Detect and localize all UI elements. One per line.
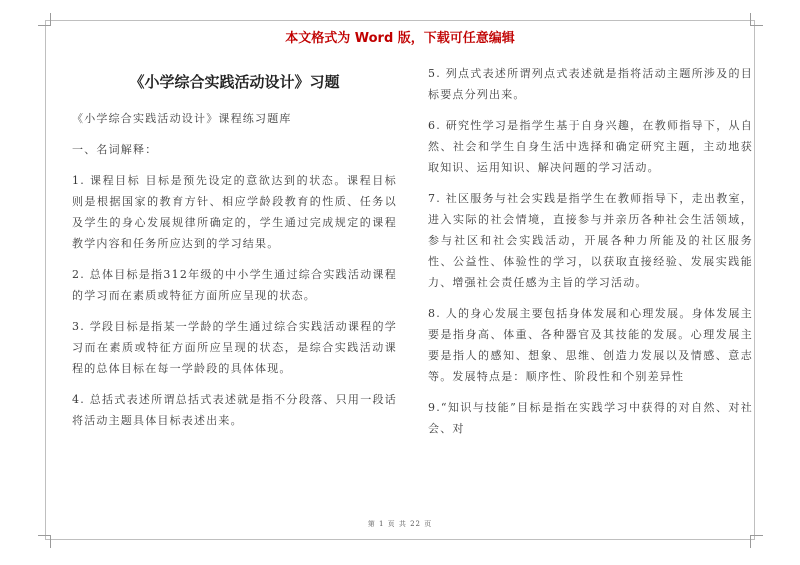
paragraph-9: 9.“知识与技能”目标是指在实践学习中获得的对自然、对社会、对 [428, 401, 753, 435]
crop-mark-bottom-right [750, 535, 763, 548]
paragraph-1: 1. 课程目标 目标是预先设定的意欲达到的状态。课程目标则是根据国家的教育方针、相应学龄段教育的性质、任务以及学生的身心发展规律所确定的，学生通过完成规定的课程教学内容和任务所应达到的学习结果。 [72, 174, 397, 250]
paragraph-4: 4. 总括式表述所谓总括式表述就是指不分段落、只用一段话将活动主题具体目标表述出来。 [72, 393, 397, 427]
paragraph-6: 6. 研究性学习是指学生基于自身兴趣，在教师指导下，从自然、社会和学生自身生活中选择和确定研究主题，主动地获取知识、运用知识、解决问题的学习活动。 [428, 119, 753, 174]
crop-mark-bottom-left [38, 535, 51, 548]
paragraph-8: 8. 人的身心发展主要包括身体发展和心理发展。身体发展主要是指身高、体重、各种器官及其技能的发展。心理发展主要是指人的感知、想象、思维、创造力发展以及情感、意志等。发展特点是：顺序性、阶段性和个别差异性 [428, 307, 753, 383]
edit-banner: 本文格式为 Word 版，下载可任意编辑 [285, 31, 515, 46]
paragraph-5: 5. 列点式表述所谓列点式表述就是指将活动主题所涉及的目标要点分列出来。 [428, 67, 753, 101]
paragraph-3: 3. 学段目标是指某一学龄的学生通过综合实践活动课程的学习而在素质或特征方面所应呈现的状态，是综合实践活动课程的总体目标在每一学龄段的具体体现。 [72, 320, 397, 375]
crop-mark-top-left [38, 13, 51, 26]
section-heading: 一、名词解释： [72, 143, 158, 156]
paragraph-2: 2. 总体目标是指312年级的中小学生通过综合实践活动课程的学习而在素质或特征方面所应呈现的状态。 [72, 268, 397, 302]
document-title: 《小学综合实践活动设计》习题 [129, 73, 340, 91]
crop-mark-top-right [750, 13, 763, 26]
right-column [428, 63, 753, 449]
left-column [72, 70, 397, 441]
paragraph-7: 7. 社区服务与社会实践是指学生在教师指导下，走出教室，进入实际的社会情境，直接参与并亲历各种社会生活领域，参与社区和社会实践活动，开展各种力所能及的社区服务性、公益性、体验性的学习，以获取直接经验、发展实践能力、增强社会责任感为主旨的学习活动。 [428, 192, 753, 289]
document-subtitle: 《小学综合实践活动设计》课程练习题库 [72, 112, 292, 125]
page-number: 第 1 页 共 22 页 [367, 520, 433, 528]
